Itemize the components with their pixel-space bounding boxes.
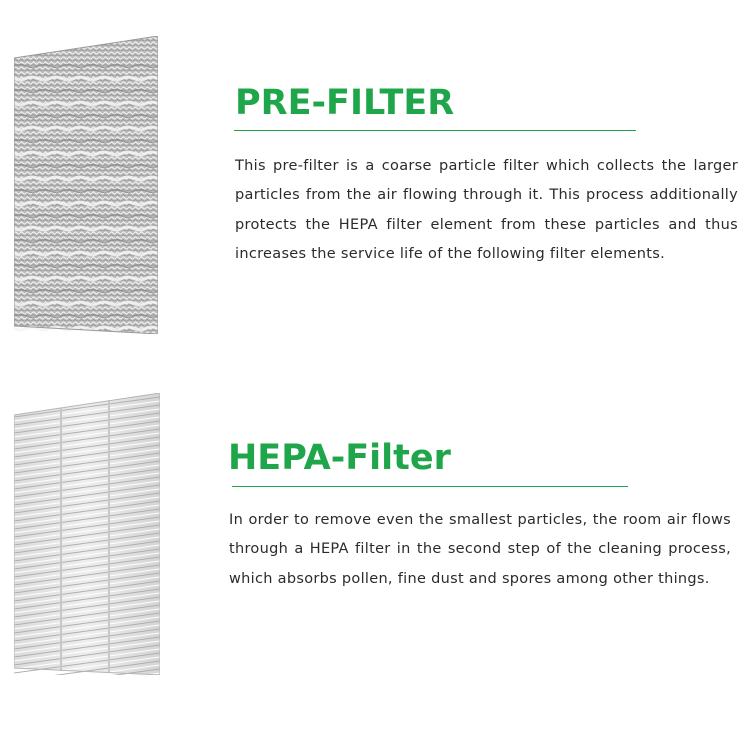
pre-filter-title: PRE-FILTER	[235, 83, 455, 123]
pre-filter-mesh-image	[14, 36, 158, 334]
hepa-filter-description: In order to remove even the smallest particles, the room air flows through a HEPA filter in the second step of the cleaning process, which absorbs pollen, fine dust and spores among other things.	[229, 512, 731, 587]
hepa-filter-divider	[232, 486, 628, 487]
pre-filter-divider	[234, 130, 636, 131]
hepa-pleated-filter-image	[14, 393, 160, 675]
hepa-filter-title: HEPA-Filter	[228, 438, 451, 478]
pre-filter-description: This pre-filter is a coarse particle filter which collects the larger particles from the air flowing through it. This process additionally protects the HEPA filter element from these particles and thus increases the service life of the following filter elements.	[235, 158, 738, 263]
